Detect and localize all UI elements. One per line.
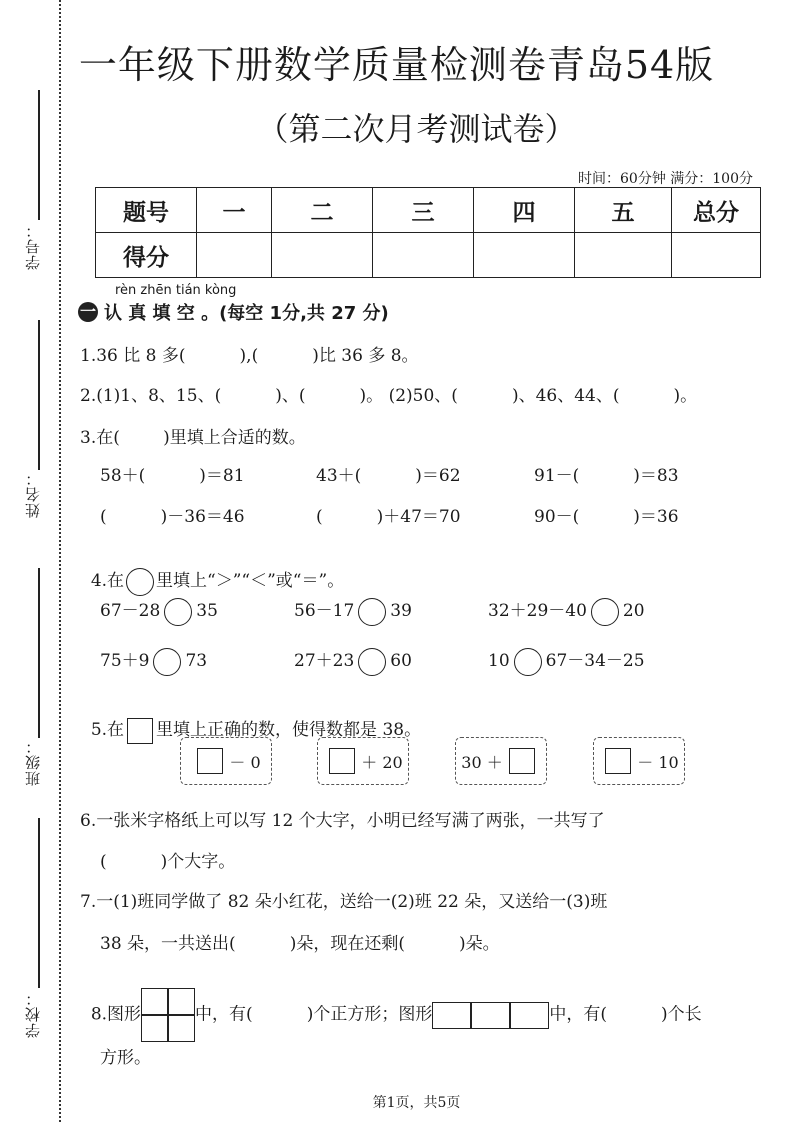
q4-item: 67－28 35	[100, 596, 218, 626]
question-3-stem: 3.在( )里填上合适的数。	[80, 428, 306, 448]
score-cell[interactable]	[474, 233, 575, 278]
header-cell: 二	[272, 188, 373, 233]
class-line	[38, 568, 40, 738]
header-cell: 题号	[96, 188, 197, 233]
question-8-line2: 方形。	[100, 1048, 151, 1068]
q4-item: 10 67－34－25	[488, 646, 645, 676]
score-table	[95, 187, 761, 278]
score-cell[interactable]	[373, 233, 474, 278]
score-cell[interactable]	[272, 233, 373, 278]
question-7-line2: 38 朵，一共送出( )朵，现在还剩( )朵。	[100, 934, 500, 954]
circle-icon	[126, 568, 154, 596]
question-1: 1.36 比 8 多( ),( )比 36 多 8。	[80, 346, 419, 366]
header-cell: 一	[197, 188, 272, 233]
compare-circle[interactable]	[358, 598, 386, 626]
compare-circle[interactable]	[358, 648, 386, 676]
page-subtitle: （第二次月考测试卷）	[256, 110, 577, 148]
label-school: 学校：	[24, 990, 42, 1038]
q3-item: 43＋( )＝62	[316, 466, 461, 486]
q4-stem-a: 4.在	[90, 571, 125, 591]
compare-circle[interactable]	[591, 598, 619, 626]
compare-circle[interactable]	[514, 648, 542, 676]
question-5-stem: 5.在 里填上正确的数，使得数都是 38。	[80, 695, 421, 744]
question-7-line1: 7.一(1)班同学做了 82 朵小红花，送给一(2)班 22 朵，又送给一(3)班	[80, 892, 608, 912]
compare-circle[interactable]	[164, 598, 192, 626]
page-footer: 第1页，共5页	[372, 1095, 461, 1111]
q4-item: 56－17 39	[294, 596, 412, 626]
q3-item: ( )＋47＝70	[316, 507, 461, 527]
q4-item: 27＋23 60	[294, 646, 412, 676]
q5-box: 30 ＋	[455, 737, 547, 785]
square-grid-figure	[141, 988, 195, 1042]
label-name: 姓名：	[24, 470, 42, 518]
question-6-line1: 6.一张米字格纸上可以写 12 个大字，小明已经写满了两张，一共写了	[80, 811, 605, 831]
header-cell: 三	[373, 188, 474, 233]
q3-item: ( )－36＝46	[100, 507, 245, 527]
q4-item: 75＋9 73	[100, 646, 207, 676]
header-cell: 四	[474, 188, 575, 233]
section-heading-text: 认 真 填 空 。(每空 1分,共 27 分)	[104, 303, 389, 324]
compare-circle[interactable]	[153, 648, 181, 676]
page-title: 一年级下册数学质量检测卷青岛54版	[78, 43, 715, 87]
score-cell[interactable]	[575, 233, 672, 278]
answer-square[interactable]	[329, 748, 355, 774]
q5-box: － 0	[180, 737, 272, 785]
header-cell: 五	[575, 188, 672, 233]
question-4-stem	[80, 546, 344, 596]
q4-stem-b: 里填上“＞”“＜”或“＝”。	[156, 571, 345, 591]
q4-item: 32＋29－40 20	[488, 596, 645, 626]
square-icon	[127, 718, 153, 744]
q5-box: － 10	[593, 737, 685, 785]
section-pinyin: rèn zhēn tián kòng	[115, 283, 237, 298]
answer-square[interactable]	[605, 748, 631, 774]
q3-item: 58＋( )＝81	[100, 466, 245, 486]
rectangle-strip-figure	[432, 1002, 549, 1029]
school-line	[38, 818, 40, 988]
score-table-score-row	[96, 233, 761, 278]
q3-item: 90－( )＝36	[534, 507, 679, 527]
score-table-header-row	[96, 188, 761, 233]
section-number-badge: 一	[79, 302, 96, 321]
label-class: 班级：	[24, 738, 42, 786]
score-cell[interactable]	[197, 233, 272, 278]
label-student-number: 学号：	[24, 222, 42, 270]
section-heading	[78, 299, 389, 325]
question-8-line1: 8.图形 中，有( )个正方形；图形 中，有( )个长	[80, 968, 702, 1042]
time-info: 时间：60分钟 满分：100分	[578, 171, 753, 187]
question-2: 2.(1)1、8、15、( )、( )。 (2)50、( )、46、44、( )。	[80, 386, 698, 406]
score-cell[interactable]	[672, 233, 761, 278]
header-cell: 总分	[672, 188, 761, 233]
answer-square[interactable]	[509, 748, 535, 774]
binding-dotted-line	[59, 0, 61, 1122]
q3-item: 91－( )＝83	[534, 466, 679, 486]
question-6-line2: ( )个大字。	[100, 852, 236, 872]
row-label: 得分	[96, 233, 197, 278]
q5-box: ＋ 20	[317, 737, 409, 785]
answer-square[interactable]	[197, 748, 223, 774]
name-line	[38, 320, 40, 470]
